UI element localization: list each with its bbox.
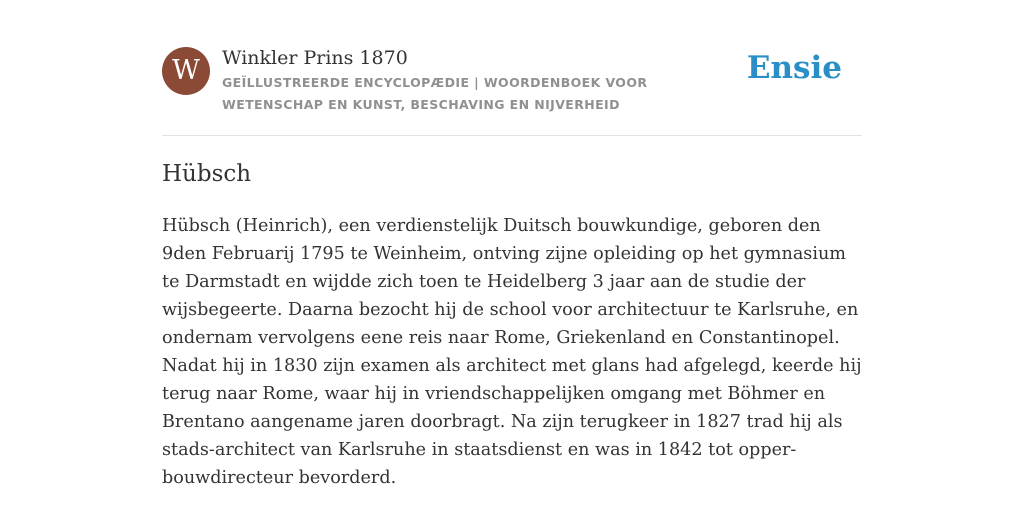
header-divider xyxy=(162,135,862,136)
entry-title: Hübsch xyxy=(162,161,252,187)
source-header xyxy=(162,45,862,135)
ensie-logo[interactable]: Ensie xyxy=(746,50,842,86)
source-avatar[interactable]: W xyxy=(162,47,210,95)
source-title[interactable]: Winkler Prins 1870 xyxy=(222,47,408,69)
entry-body: Hübsch (Heinrich), een verdienstelijk Duitsch bouwkundige, geboren den 9den Februarij 1795 te Weinheim, ontving zijne opleiding op het gymnasium te Darmstadt en wijdde zich toen te Heidelberg 3 jaar aan de studie der wijsbegeerte. Daarna bezocht hij de school voor architectuur te Karlsruhe, en ondernam vervolgens eene reis naar Rome, Griekenland en Constantinopel. Nadat hij in 1830 zijn examen als architect met glans had afgelegd, keerde hij terug naar Rome, waar hij in vriendschappelijken omgang met Böhmer en Brentano aangename jaren doorbragt. Na zijn terugkeer in 1827 trad hij als stads-architect van Karlsruhe in staatsdienst en was in 1842 tot opper-bouwdirecteur bevorderd. xyxy=(162,216,862,488)
source-subtitle: GEÏLLUSTREERDE ENCYCLOPÆDIE | WOORDENBOEK VOOR WETENSCHAP EN KUNST, BESCHAVING EN NIJVERHEID xyxy=(222,75,648,112)
